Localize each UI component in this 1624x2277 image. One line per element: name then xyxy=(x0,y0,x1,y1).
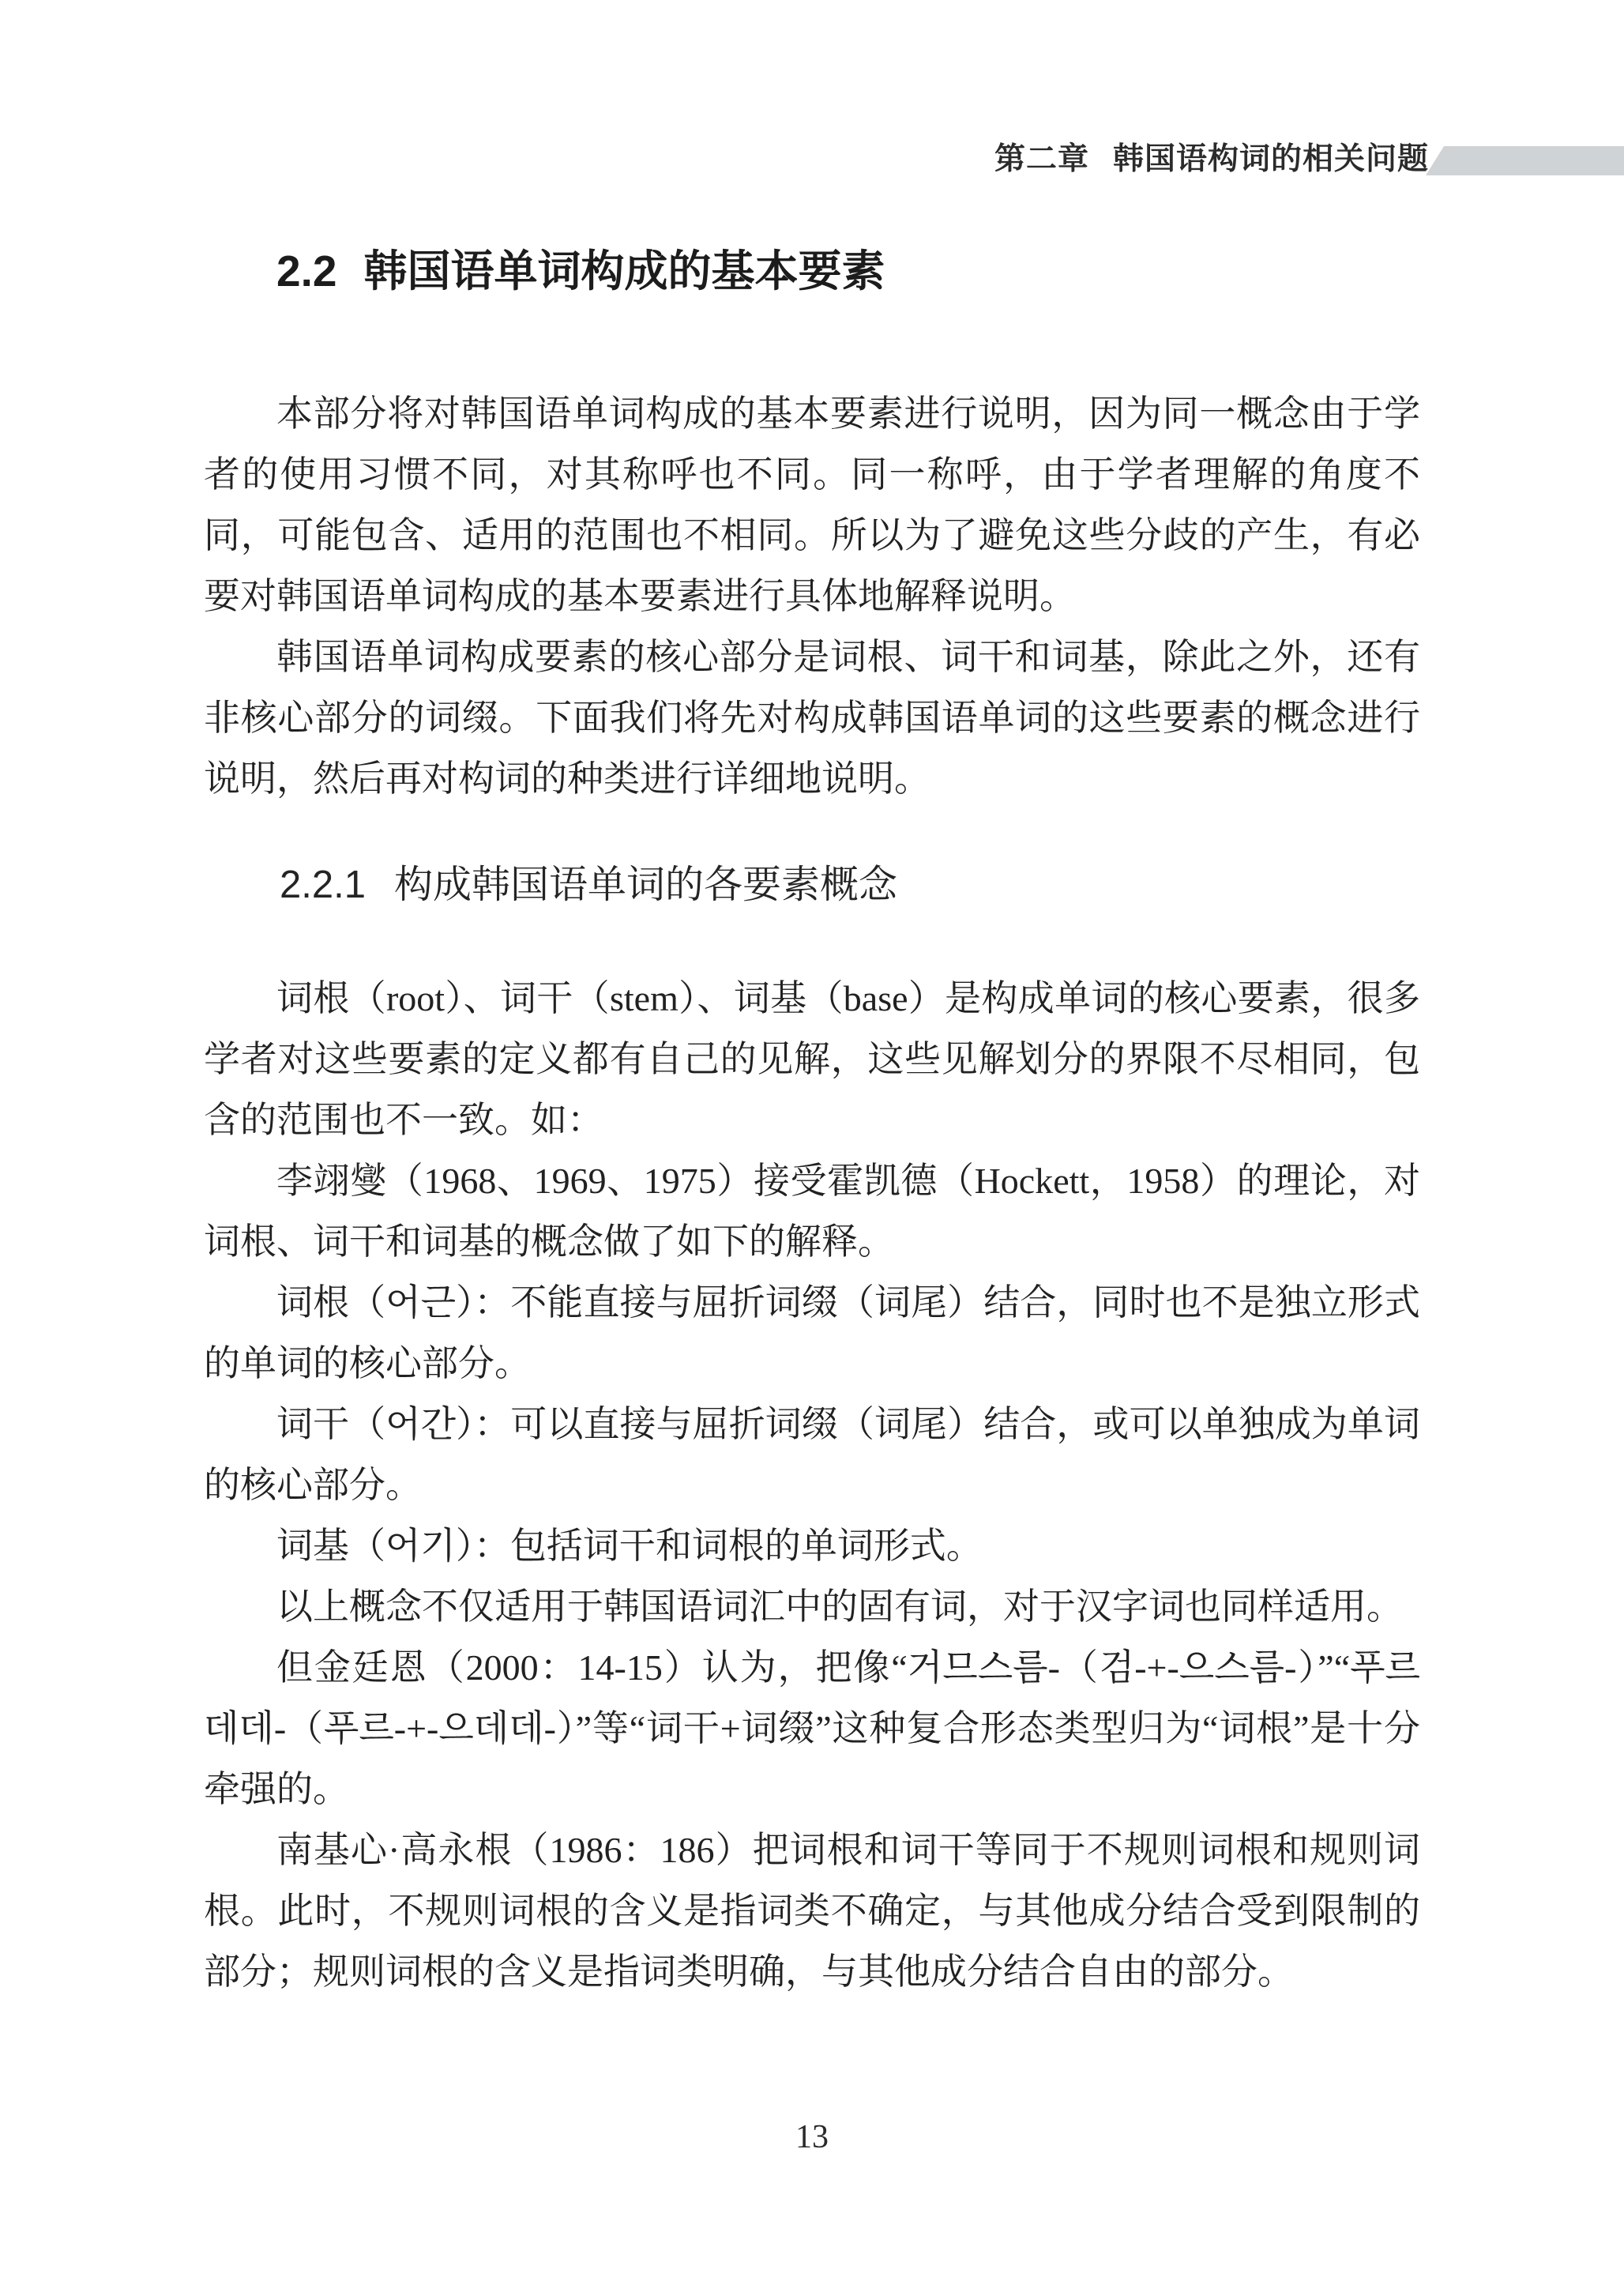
body-paragraph: 词干（어간）：可以直接与屈折词缀（词尾）结合，或可以单独成为单词的核心部分。 xyxy=(204,1404,1420,1505)
section-heading xyxy=(204,247,1420,295)
body-paragraph: 南基心·高永根（1986：186）把词根和词干等同于不规则词根和规则词根。此时，不规则词根的含义是指词类不确定，与其他成分结合受到限制的部分；规则词根的含义是指词类明确，与其他成分结合自由的部分。 xyxy=(204,1830,1420,1992)
section-title: 韩国语单词构成的基本要素 xyxy=(363,247,885,295)
body-paragraph: 但金廷恩（2000：14-15）认为，把像“거므스름-（검-+-으스름-）”“푸르데데-（푸르-+-으데데-）”等“词干+词缀”这种复合形态类型归为“词根”是十分牵强的。 xyxy=(204,1647,1420,1809)
header-decoration-shape xyxy=(1426,146,1624,175)
body-paragraph: 李翊燮（1968、1969、1975）接受霍凯德（Hockett，1958）的理论，对词根、词干和词基的概念做了如下的解释。 xyxy=(204,1161,1420,1262)
page-number: 13 xyxy=(795,2119,829,2155)
body-paragraph: 以上概念不仅适用于韩国语词汇中的固有词，对于汉字词也同样适用。 xyxy=(276,1586,1403,1627)
section-number: 2.2 xyxy=(276,247,337,295)
body-block xyxy=(204,968,1420,2002)
subsection-number: 2.2.1 xyxy=(280,864,366,906)
body-paragraph: 词根（root）、词干（stem）、词基（base）是构成单词的核心要素，很多学者对这些要素的定义都有自己的见解，这些见解划分的界限不尽相同，包含的范围也不一致。如： xyxy=(204,978,1420,1140)
page-content xyxy=(204,0,1420,2154)
chapter-label: 第二章 xyxy=(994,142,1089,176)
subsection-heading xyxy=(204,866,1420,905)
body-paragraph: 词基（어기）：包括词干和词根的单词形式。 xyxy=(276,1526,983,1566)
chapter-title: 韩国语构词的相关问题 xyxy=(1112,142,1429,176)
body-paragraph: 词根（어근）：不能直接与屈折词缀（词尾）结合，同时也不是独立形式的单词的核心部分。 xyxy=(204,1282,1420,1383)
subsection-title: 构成韩国语单词的各要素概念 xyxy=(393,864,897,906)
intro-paragraph: 韩国语单词构成要素的核心部分是词根、词干和词基，除此之外，还有非核心部分的词缀。下面我们将先对构成韩国语单词的这些要素的概念进行说明，然后再对构词的种类进行详细地说明。 xyxy=(204,637,1420,799)
intro-block xyxy=(204,383,1420,809)
intro-paragraph: 本部分将对韩国语单词构成的基本要素进行说明，因为同一概念由于学者的使用习惯不同，对其称呼也不同。同一称呼，由于学者理解的角度不同，可能包含、适用的范围也不相同。所以为了避免这些分歧的产生，有必要对韩国语单词构成的基本要素进行具体地解释说明。 xyxy=(204,393,1420,616)
